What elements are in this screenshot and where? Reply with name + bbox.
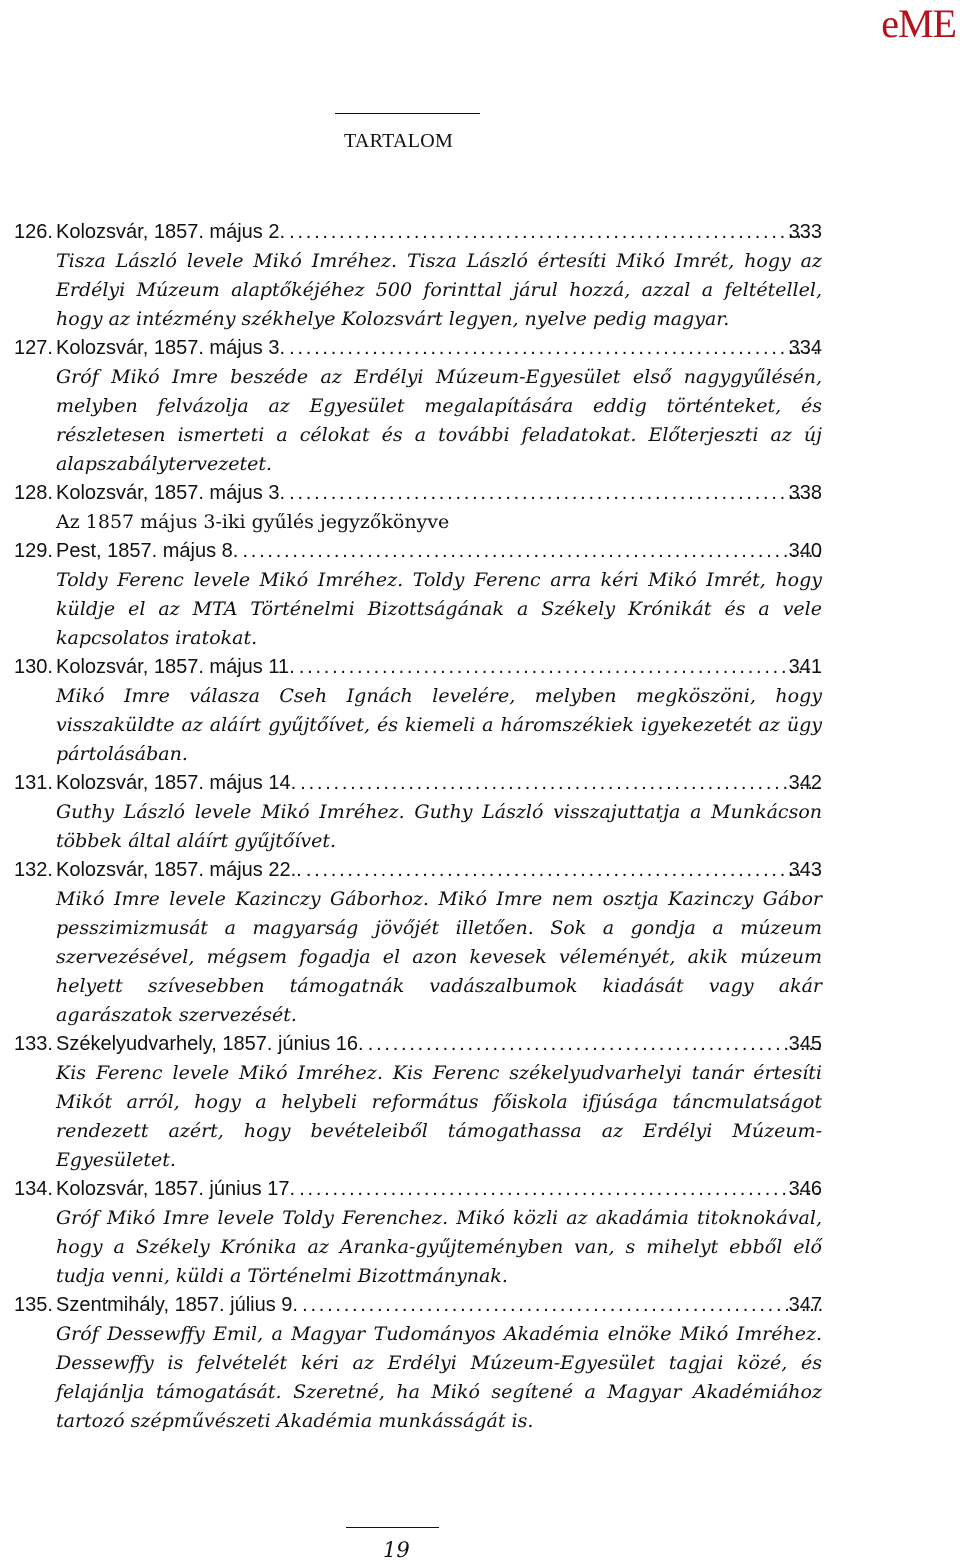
entry-description: Guthy László levele Mikó Imréhez. Guthy László visszajuttatja a Munkácson többek által aláírt gyűjtőívet. <box>56 801 822 852</box>
toc-entry-132 <box>0 856 960 1030</box>
entry-description: Gróf Mikó Imre beszéde az Erdélyi Múzeum-Egyesület első nagygyűlésén, melyben felvázolja az Egyesület megalapítására eddig történteket, és részletesen ismerteti a célokat és a további feladatokat. Előterjeszti az új alapszabálytervezetet. <box>56 366 822 475</box>
entry-place-date: Kolozsvár, 1857. május 2. . . . <box>56 218 822 247</box>
entry-place-date: Kolozsvár, 1857. május 11. . . . <box>56 653 822 682</box>
toc-entry-130 <box>0 653 960 769</box>
toc-heading-line <box>0 1291 960 1320</box>
entry-page: 338 <box>788 482 822 504</box>
toc-heading-line <box>0 769 960 798</box>
entry-page: 346 <box>788 1178 822 1200</box>
table-of-contents <box>0 218 960 1436</box>
toc-entry-131 <box>0 769 960 856</box>
entry-number: 134. <box>14 1178 53 1200</box>
entry-number: 128. <box>14 482 53 504</box>
entry-number: 132. <box>14 859 53 881</box>
toc-entry-129 <box>0 537 960 653</box>
toc-heading-line <box>0 1030 960 1059</box>
entry-description: Gróf Mikó Imre levele Toldy Ferenchez. Mikó közli az akadámia titoknokával, hogy a Székely Krónika az Aranka-gyűjteményben van, s mihelyt ebből elő tudja venni, küldi a Történelmi Bizottmánynak. <box>56 1207 822 1287</box>
entry-place-date: Kolozsvár, 1857. május 14. . . . <box>56 769 822 798</box>
entry-page: 333 <box>788 221 822 243</box>
toc-heading-line <box>0 479 960 508</box>
entry-number: 131. <box>14 772 53 794</box>
toc-heading-line <box>0 218 960 247</box>
page-number: 19 <box>383 1538 410 1562</box>
entry-description: Toldy Ferenc levele Mikó Imréhez. Toldy Ferenc arra kéri Mikó Imrét, hogy küldje el az MTA Történelmi Bizottságának a Székely Krónikát és a vele kapcsolatos iratokat. <box>56 569 822 649</box>
entry-place-date: Kolozsvár, 1857. május 22.. . . . <box>56 856 822 885</box>
entry-number: 135. <box>14 1294 53 1316</box>
toc-entry-133 <box>0 1030 960 1175</box>
toc-heading-line <box>0 537 960 566</box>
toc-entry-128 <box>0 479 960 537</box>
entry-page: 347 <box>788 1294 822 1316</box>
entry-place-date: Kolozsvár, 1857. május 3. . . . <box>56 334 822 363</box>
entry-number: 127. <box>14 337 53 359</box>
entry-place-date: Kolozsvár, 1857. május 3. . . . <box>56 479 822 508</box>
entry-place-date: Székelyudvarhely, 1857. június 16. . . . <box>56 1030 822 1059</box>
entry-page: 343 <box>788 859 822 881</box>
entry-description: Az 1857 május 3-iki gyűlés jegyzőkönyve <box>56 511 450 533</box>
entry-description: Kis Ferenc levele Mikó Imréhez. Kis Ferenc székelyudvarhelyi tanár értesíti Mikót arról, hogy a helybeli református főiskola ifjúsága táncmulatságot rendezett azért, hogy bevételeiből támogathassa az Erdélyi Múzeum-Egyesületet. <box>56 1062 822 1171</box>
footer-rule <box>346 1527 439 1528</box>
entry-description: Gróf Dessewffy Emil, a Magyar Tudományos Akadémia elnöke Mikó Imréhez. Dessewffy is felvételét kéri az Erdélyi Múzeum-Egyesület tagjai közé, és felajánlja támogatását. Szeretné, ha Mikó segítené a Magyar Akadémiához tartozó szépművészeti Akadémia munkásságát is. <box>56 1323 822 1432</box>
toc-entry-126 <box>0 218 960 334</box>
entry-number: 133. <box>14 1033 53 1055</box>
entry-description: Mikó Imre levele Kazinczy Gáborhoz. Mikó Imre nem osztja Kazinczy Gábor pesszimizmusát a magyarság jövőjét illetően. Sok a gondja a múzeum szervezésével, mégsem fogadja el azon kevesek véleményét, akik múzeum helyett szívesebben támogatnák vadászalbumok kiadását vagy akár agarászatok szervezését. <box>56 888 822 1026</box>
publisher-logo: eME <box>881 1 956 46</box>
entry-page: 342 <box>788 772 822 794</box>
entry-page: 340 <box>788 540 822 562</box>
entry-description: Mikó Imre válasza Cseh Ignách levelére, melyben megköszöni, hogy visszaküldte az aláírt gyűjtőívet, és kiemeli a háromszékiek igyekezetét az ügy pártolásában. <box>56 685 822 765</box>
entry-number: 130. <box>14 656 53 678</box>
section-title: TARTALOM <box>344 130 454 152</box>
toc-entry-135 <box>0 1291 960 1436</box>
entry-description: Tisza László levele Mikó Imréhez. Tisza László értesíti Mikó Imrét, hogy az Erdélyi Múzeum alaptőkéjéhez 500 forinttal járul hozzá, azzal a feltétellel, hogy az intézmény székhelye Kolozsvárt legyen, nyelve pedig magyar. <box>56 250 822 330</box>
entry-number: 126. <box>14 221 53 243</box>
toc-heading-line <box>0 653 960 682</box>
toc-heading-line <box>0 856 960 885</box>
entry-number: 129. <box>14 540 53 562</box>
toc-entry-134 <box>0 1175 960 1291</box>
entry-place-date: Pest, 1857. május 8. . . . <box>56 537 822 566</box>
toc-entry-127 <box>0 334 960 479</box>
entry-place-date: Szentmihály, 1857. július 9. . . . <box>56 1291 822 1320</box>
entry-page: 341 <box>788 656 822 678</box>
header-rule <box>335 113 480 114</box>
toc-heading-line <box>0 334 960 363</box>
entry-page: 345 <box>788 1033 822 1055</box>
toc-heading-line <box>0 1175 960 1204</box>
entry-place-date: Kolozsvár, 1857. június 17. . . . <box>56 1175 822 1204</box>
entry-page: 334 <box>788 337 822 359</box>
